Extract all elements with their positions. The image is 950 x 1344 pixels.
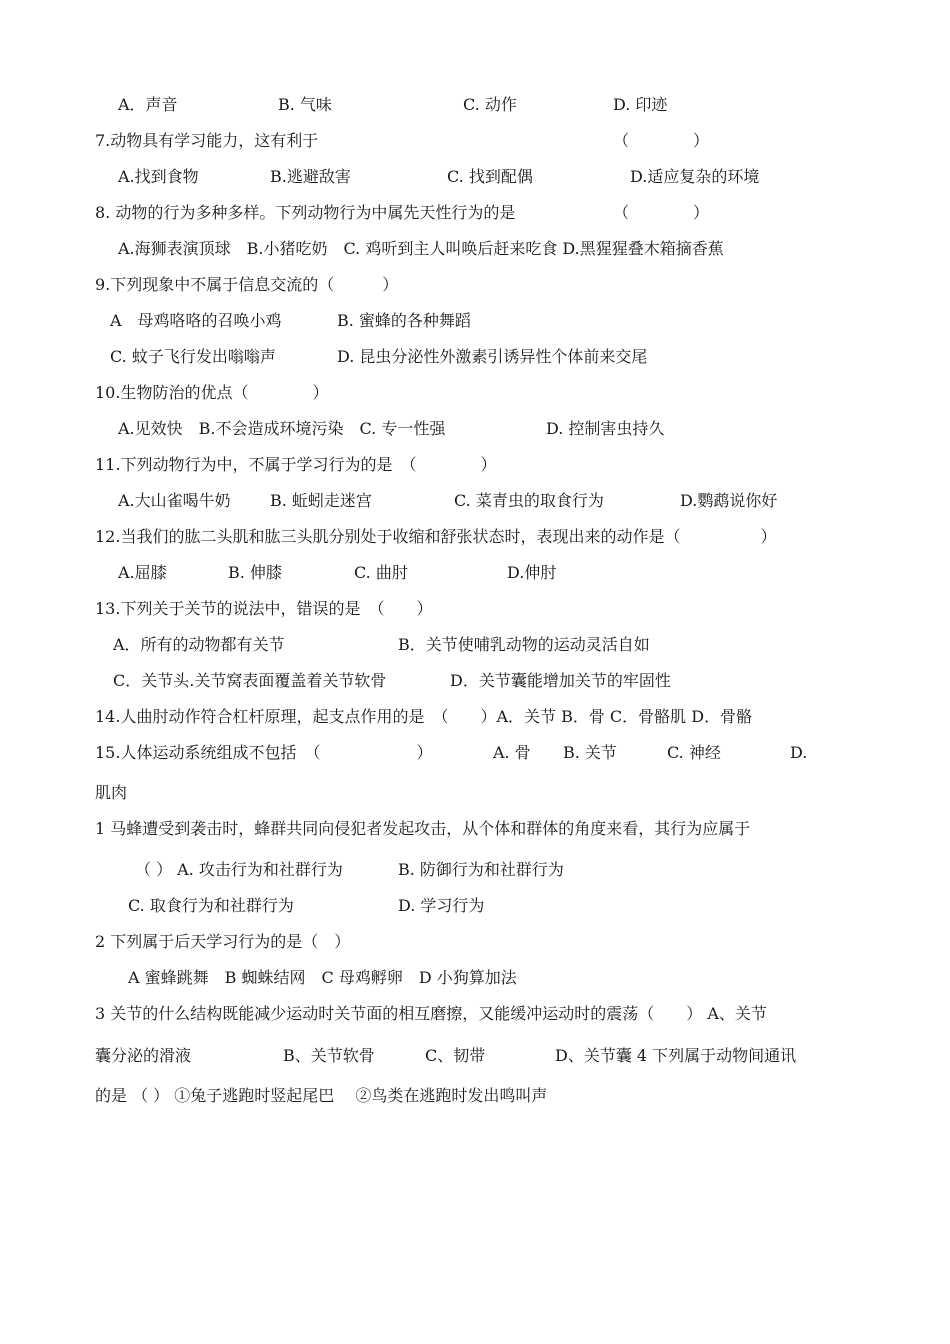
text-segment: （ ） (613, 131, 710, 150)
text-segment: C. 取食行为和社群行为 (128, 896, 294, 915)
text-line (0, 894, 950, 918)
text-line (0, 930, 950, 954)
text-segment: 9.下列现象中不属于信息交流的（ ） (95, 275, 399, 294)
text-segment: A.屈膝 (118, 563, 167, 582)
text-segment: C. 曲肘 (354, 563, 408, 582)
text-segment: B. 蜜蜂的各种舞蹈 (337, 311, 471, 330)
text-segment: 13.下列关于关节的说法中，错误的是 （ ） (95, 599, 433, 618)
text-line (0, 597, 950, 621)
text-segment: 11.下列动物行为中，不属于学习行为的是 （ ） (95, 455, 497, 474)
text-segment: 10.生物防治的优点（ ） (95, 383, 329, 402)
text-segment: B. 蚯蚓走迷宫 (270, 491, 372, 510)
text-segment: A．声音 (118, 95, 178, 114)
text-line (0, 817, 950, 841)
text-line (0, 525, 950, 549)
text-segment: D. 学习行为 (398, 896, 485, 915)
text-line (0, 1044, 950, 1068)
text-segment: A.找到食物 (118, 167, 199, 186)
text-segment: C．关节头.关节窝表面覆盖着关节软骨 (113, 671, 387, 690)
text-line (0, 417, 950, 441)
text-line (0, 345, 950, 369)
text-segment: A 蜜蜂跳舞 B 蜘蛛结网 C 母鸡孵卵 D 小狗算加法 (128, 968, 517, 987)
text-segment: C. 动作 (463, 95, 517, 114)
text-segment: 的是 （ ） ①兔子逃跑时竖起尾巴 ②鸟类在逃跑时发出鸣叫声 (95, 1086, 548, 1105)
text-segment: D.伸肘 (507, 563, 557, 582)
text-line (0, 273, 950, 297)
text-line (0, 381, 950, 405)
text-line (0, 129, 950, 153)
text-line (0, 201, 950, 225)
text-segment: 1 马蜂遭受到袭击时，蜂群共同向侵犯者发起攻击，从个体和群体的角度来看，其行为应属于 (95, 819, 751, 838)
text-segment: D. 印迹 (613, 95, 668, 114)
text-segment: （ ） A. 攻击行为和社群行为 (135, 860, 343, 879)
text-line (0, 781, 950, 805)
text-segment: D.鹦鹉说你好 (680, 491, 778, 510)
text-segment: B. 关节 (563, 743, 617, 762)
text-segment: A 母鸡咯咯的召唤小鸡 (110, 311, 282, 330)
text-segment: D．关节囊能增加关节的牢固性 (450, 671, 671, 690)
text-segment: 14.人曲肘动作符合杠杆原理，起支点作用的是 （ ）A．关节 B．骨 C．骨骼肌 D．骨骼 (95, 707, 753, 726)
text-segment: C. 菜青虫的取食行为 (454, 491, 604, 510)
text-segment: A.大山雀喝牛奶 (118, 491, 231, 510)
text-segment: 12.当我们的肱二头肌和肱三头肌分别处于收缩和舒张状态时，表现出来的动作是（ ） (95, 527, 777, 546)
text-segment: B. 防御行为和社群行为 (398, 860, 564, 879)
text-segment: B. 气味 (278, 95, 332, 114)
text-segment: B．关节使哺乳动物的运动灵活自如 (398, 635, 650, 654)
text-line (0, 705, 950, 729)
text-line (0, 309, 950, 333)
text-line (0, 633, 950, 657)
text-line (0, 966, 950, 990)
text-segment: C. 蚊子飞行发出嗡嗡声 (110, 347, 276, 366)
text-line (0, 237, 950, 261)
text-segment: （ ） (613, 203, 710, 222)
text-line (0, 561, 950, 585)
text-segment: 15.人体运动系统组成不包括 （ ） (95, 743, 433, 762)
text-segment: 肌肉 (95, 783, 128, 802)
text-segment: 8. 动物的行为多种多样。下列动物行为中属先天性行为的是 (95, 203, 516, 222)
text-segment: D. 控制害虫持久 (546, 419, 665, 438)
text-line (0, 93, 950, 117)
text-segment: B.逃避敌害 (270, 167, 351, 186)
text-segment: C. 神经 (667, 743, 721, 762)
text-line (0, 669, 950, 693)
text-segment: A.海狮表演顶球 B.小猪吃奶 C. 鸡听到主人叫唤后赶来吃食 D.黑猩猩叠木箱摘香蕉 (118, 239, 724, 258)
text-segment: 囊分泌的滑液 (95, 1046, 192, 1065)
text-segment: B、关节软骨 (283, 1046, 375, 1065)
text-segment: 3 关节的什么结构既能减少运动时关节面的相互磨擦，又能缓冲运动时的震荡（ ） A、关节 (95, 1004, 767, 1023)
text-segment: D. (790, 743, 808, 762)
text-segment: C、韧带 (425, 1046, 486, 1065)
text-segment: D、关节囊 4 下列属于动物间通讯 (555, 1046, 797, 1065)
text-segment: B. 伸膝 (228, 563, 282, 582)
text-segment: 7.动物具有学习能力，这有利于 (95, 131, 319, 150)
text-segment: A.见效快 B.不会造成环境污染 C. 专一性强 (118, 419, 446, 438)
text-line (0, 1084, 950, 1108)
text-segment: D.适应复杂的环境 (630, 167, 760, 186)
text-segment: A. 骨 (493, 743, 531, 762)
text-line (0, 741, 950, 765)
text-segment: C. 找到配偶 (447, 167, 533, 186)
text-segment: D. 昆虫分泌性外激素引诱异性个体前来交尾 (337, 347, 648, 366)
text-line (0, 453, 950, 477)
text-line (0, 858, 950, 882)
text-line (0, 489, 950, 513)
text-segment: 2 下列属于后天学习行为的是（ ） (95, 932, 351, 951)
text-segment: A．所有的动物都有关节 (113, 635, 285, 654)
text-line (0, 165, 950, 189)
text-line (0, 1002, 950, 1026)
